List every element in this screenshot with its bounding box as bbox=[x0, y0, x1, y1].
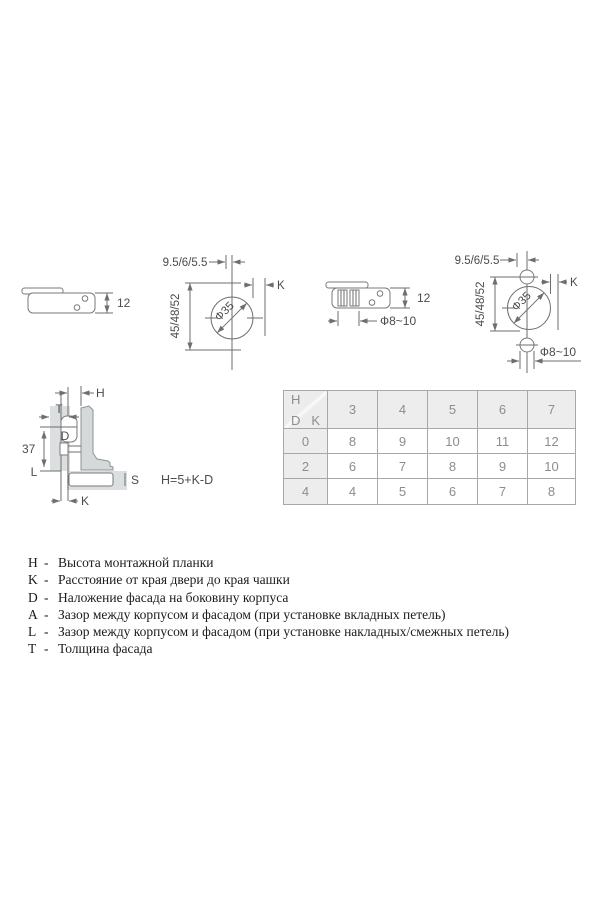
legend-key: L bbox=[28, 624, 37, 640]
corner-h-label: H bbox=[291, 391, 301, 407]
table-cell: 5 bbox=[378, 479, 428, 505]
screw-hole bbox=[369, 300, 375, 306]
legend-dash: - bbox=[44, 606, 49, 622]
cup-drilling-diagram-dowel bbox=[450, 248, 600, 376]
plate-span-label: 45/48/52 bbox=[475, 281, 487, 327]
table-cell: 8 bbox=[528, 479, 576, 505]
depth-dimension-label: 12 bbox=[117, 296, 131, 310]
table-cell: 12 bbox=[528, 429, 576, 454]
legend-dash: - bbox=[44, 589, 49, 605]
table-cell: 8 bbox=[328, 429, 378, 454]
corner-k-label: K bbox=[311, 412, 320, 428]
legend-dash: - bbox=[44, 641, 49, 657]
extension-lines bbox=[390, 288, 410, 308]
k-label: K bbox=[81, 494, 90, 508]
legend-text: Высота монтажной планки bbox=[58, 555, 214, 570]
legend-item-h bbox=[28, 554, 509, 571]
legend-item-t bbox=[28, 640, 509, 657]
screw-hole bbox=[74, 305, 80, 311]
legend-text: Расстояние от края двери до края чашки bbox=[58, 572, 290, 588]
mounting-plate bbox=[69, 473, 113, 486]
legend bbox=[28, 554, 509, 658]
t-label: T bbox=[55, 402, 63, 416]
hinge-pivot bbox=[60, 443, 68, 455]
dowel-diameter-label: Ф8~10 bbox=[539, 345, 577, 359]
k-label: K bbox=[570, 277, 578, 289]
table-cell: 10 bbox=[428, 429, 478, 454]
legend-key: H bbox=[28, 555, 38, 570]
legend-item-a bbox=[28, 606, 509, 623]
table-cell: 7 bbox=[478, 479, 528, 505]
hinge-overlay-table bbox=[283, 390, 576, 505]
legend-item-l bbox=[28, 623, 509, 640]
legend-key: D bbox=[28, 589, 38, 605]
legend-text: Зазор между корпусом и фасадом (при установке накладных/смежных петель) bbox=[58, 624, 510, 640]
edge-distance-label: 9.5/6/5.5 bbox=[454, 255, 500, 267]
plate-span-label: 45/48/52 bbox=[170, 293, 182, 339]
legend-item-k bbox=[28, 571, 509, 588]
edge-distance-label: 9.5/6/5.5 bbox=[162, 257, 208, 269]
hinge-arm bbox=[81, 406, 113, 470]
legend-dash: - bbox=[44, 555, 49, 570]
row-header: 0 bbox=[284, 429, 328, 454]
table-cell: 10 bbox=[528, 454, 576, 479]
col-header: 7 bbox=[528, 391, 576, 429]
table-row bbox=[284, 479, 576, 505]
cup-flange bbox=[326, 282, 368, 288]
dowel-dim-ticks bbox=[338, 311, 359, 326]
s-label: S bbox=[131, 473, 140, 487]
table-row bbox=[284, 454, 576, 479]
table-cell: 11 bbox=[478, 429, 528, 454]
table-cell: 7 bbox=[378, 454, 428, 479]
table-corner-cell bbox=[284, 391, 328, 429]
plate-height-label: 37 bbox=[22, 442, 36, 456]
hinge-cup-dowel-side-view-diagram bbox=[322, 278, 462, 334]
table-cell: 4 bbox=[328, 479, 378, 505]
legend-key: A bbox=[28, 606, 38, 622]
legend-text: Наложение фасада на боковину корпуса bbox=[58, 589, 289, 605]
cup-drilling-diagram-screw bbox=[135, 248, 295, 373]
screw-hole bbox=[82, 296, 88, 302]
dowel-diameter-label: Ф8~10 bbox=[380, 314, 417, 328]
cup-diameter-label: Ф35 bbox=[510, 290, 534, 314]
table-header-row bbox=[284, 391, 576, 429]
row-header: 4 bbox=[284, 479, 328, 505]
col-header: 3 bbox=[328, 391, 378, 429]
col-header: 4 bbox=[378, 391, 428, 429]
corner-d-label: D bbox=[291, 412, 301, 428]
table-row bbox=[284, 429, 576, 454]
hinge-cup-side-view-diagram bbox=[15, 280, 150, 336]
col-header: 6 bbox=[478, 391, 528, 429]
legend-key: K bbox=[28, 572, 38, 588]
legend-item-d bbox=[28, 589, 509, 606]
legend-text: Зазор между корпусом и фасадом (при установке вкладных петель) bbox=[58, 606, 446, 622]
cup-diameter-label: Ф35 bbox=[213, 300, 237, 324]
table-cell: 9 bbox=[478, 454, 528, 479]
table-cell: 9 bbox=[378, 429, 428, 454]
d-label: D bbox=[60, 429, 70, 443]
legend-dash: - bbox=[44, 624, 49, 640]
l-label: L bbox=[30, 465, 38, 479]
screw-hole bbox=[377, 291, 383, 297]
legend-text: Толщина фасада bbox=[58, 641, 153, 657]
formula-label: H=5+K-D bbox=[161, 473, 214, 487]
legend-dash: - bbox=[44, 572, 49, 588]
table-cell: 8 bbox=[428, 454, 478, 479]
table-cell: 6 bbox=[328, 454, 378, 479]
h-label: H bbox=[96, 386, 105, 400]
table-cell: 6 bbox=[428, 479, 478, 505]
extension-lines bbox=[95, 293, 113, 313]
hinge-cross-section-diagram bbox=[15, 383, 245, 523]
row-header: 2 bbox=[284, 454, 328, 479]
k-label: K bbox=[277, 280, 285, 292]
depth-dimension-label: 12 bbox=[417, 291, 431, 305]
col-header: 5 bbox=[428, 391, 478, 429]
legend-key: T bbox=[28, 641, 37, 657]
